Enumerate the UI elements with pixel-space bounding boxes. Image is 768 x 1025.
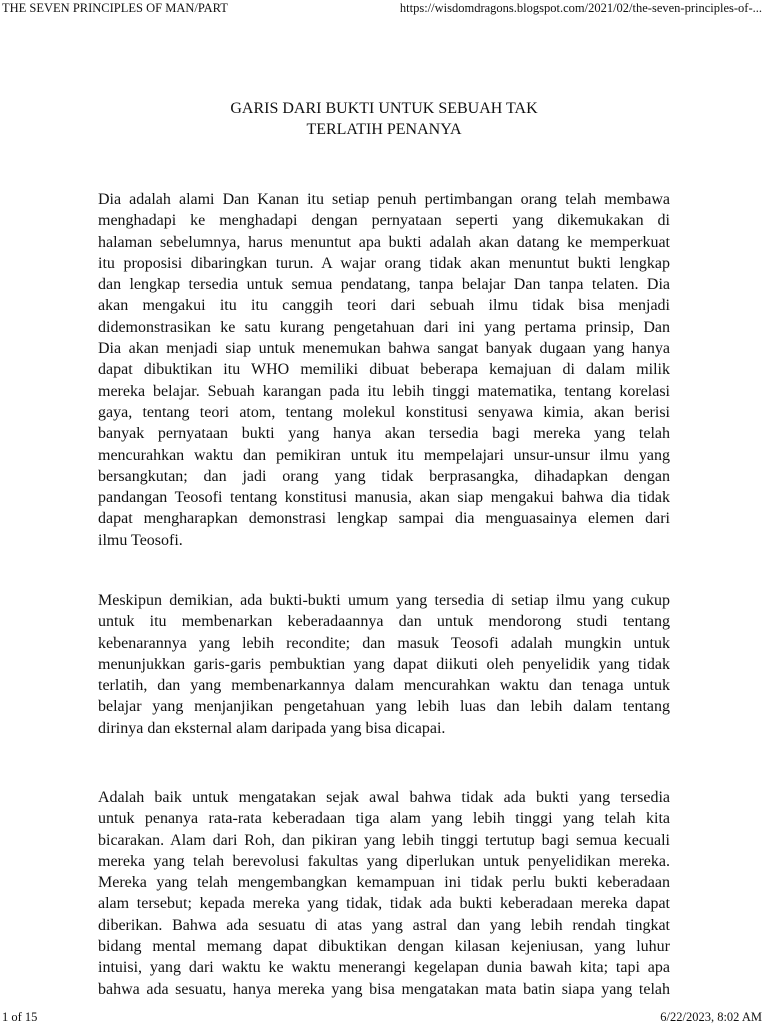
- browser-url: https://wisdomdragons.blogspot.com/2021/02/the-seven-principles-of-...: [399, 1, 762, 15]
- article-title-line-1: GARIS DARI BUKTI UNTUK SEBUAH TAK: [230, 100, 538, 117]
- paragraph-line: dirinya dan eksternal alam daripada yang bisa dicapai.: [98, 719, 446, 737]
- article-title-line-2: TERLATIH PENANYA: [306, 121, 462, 138]
- paragraph-line: dan lengkap tersedia untuk semua pendatang, tanpa belajar Dan tanpa telaten. Dia: [98, 276, 670, 294]
- paragraph-line: intuisi, yang dari waktu ke waktu menerangi kegelapan dunia bawah kita; tapi apa: [98, 959, 670, 977]
- paragraph-line: alam tersebut; kepada mereka yang tidak, tidak ada bukti keberadaan mereka dapat: [98, 895, 670, 913]
- paragraph-line: mereka belajar. Sebuah karangan pada itu lebih tinggi matematika, tentang korelasi: [98, 382, 670, 400]
- paragraph-line: bahwa ada sesuatu, hanya mereka yang bisa mengatakan mata batin siapa yang telah: [98, 980, 670, 998]
- paragraph-line: kebenarannya yang lebih recondite; dan masuk Teosofi adalah mungkin untuk: [98, 634, 670, 652]
- paragraph-line: mencurahkan waktu dan pemikiran untuk itu mempelajari unsur-unsur ilmu yang: [98, 446, 670, 464]
- paragraph-line: menunjukkan garis-garis pembuktian yang dapat diikuti oleh penyelidik yang tidak: [98, 655, 670, 673]
- paragraph-line: bidang mental memang dapat dibuktikan dengan kilasan kejeniusan, yang luhur: [98, 938, 670, 956]
- paragraph-3: [98, 787, 670, 1000]
- paragraph-line: Dia akan menjadi siap untuk menemukan bahwa sangat banyak dugaan yang hanya: [98, 340, 670, 358]
- paragraph-line: didemonstrasikan ke satu kurang pengetahuan dari ini yang pertama prinsip, Dan: [98, 318, 670, 336]
- paragraph-line: untuk itu membenarkan keberadaannya dan untuk mendorong studi tentang: [98, 613, 670, 631]
- paragraph-line: Adalah baik untuk mengatakan sejak awal bahwa tidak ada bukti yang tersedia: [98, 789, 670, 806]
- paragraph-line: akan mengakui itu itu canggih teori dari sebuah ilmu tidak bisa menjadi: [98, 297, 670, 315]
- print-timestamp: 6/22/2023, 8:02 AM: [660, 1010, 762, 1024]
- paragraph-line: pandangan Teosofi tentang konstitusi manusia, akan siap mengakui bahwa dia tidak: [98, 489, 670, 507]
- paragraph-line: dapat dibuktikan itu WHO memiliki dibuat beberapa kemajuan di dalam milik: [98, 361, 670, 379]
- paragraph-line: mereka yang telah berevolusi fakultas yang diperlukan untuk penyelidikan mereka.: [98, 852, 670, 870]
- paragraph-line: bersangkutan; dan jadi orang yang tidak berprasangka, dihadapkan dengan: [98, 467, 670, 485]
- paragraph-line: dapat mengharapkan demonstrasi lengkap sampai dia menguasainya elemen dari: [98, 510, 670, 528]
- paragraph-line: menghadapi ke menghadapi dengan pernyataan seperti yang dikemukakan di: [98, 212, 670, 230]
- paragraph-1: [98, 189, 670, 551]
- paragraph-line: banyak pernyataan bukti yang hanya akan tersedia bagi mereka yang telah: [98, 425, 670, 443]
- browser-page-title: THE SEVEN PRINCIPLES OF MAN/PART: [2, 1, 228, 15]
- paragraph-line: bicarakan. Alam dari Roh, dan pikiran yang lebih tinggi tertutup bagi semua kecuali: [98, 831, 670, 849]
- paragraph-line: Dia adalah alami Dan Kanan itu setiap penuh pertimbangan orang telah membawa: [98, 191, 670, 208]
- page-indicator: 1 of 15: [2, 1010, 38, 1024]
- paragraph-line: itu proposisi dibaringkan turun. A wajar orang tidak akan menuntut bukti lengkap: [98, 254, 670, 272]
- paragraph-line: belajar yang menjanjikan pengetahuan yang lebih luas dan lebih dalam tentang: [98, 698, 670, 716]
- paragraph-line: diberikan. Bahwa ada sesuatu di atas yang astral dan yang lebih rendah tingkat: [98, 916, 670, 934]
- paragraph-line: gaya, tentang teori atom, tentang molekul konstitusi senyawa kimia, akan berisi: [98, 403, 670, 421]
- paragraph-line: halaman sebelumnya, harus menuntut apa bukti adalah akan datang ke memperkuat: [98, 233, 670, 251]
- paragraph-2: [98, 590, 670, 739]
- paragraph-line: ilmu Teosofi.: [98, 531, 183, 549]
- paragraph-line: untuk penanya rata-rata keberadaan tiga alam yang lebih tinggi yang telah kita: [98, 810, 670, 828]
- paragraph-line: terlatih, dan yang membenarkannya dalam mencurahkan waktu dan tenaga untuk: [98, 677, 670, 695]
- article-title: [0, 98, 768, 140]
- paragraph-line: Mereka yang telah mengembangkan kemampuan ini tidak perlu bukti keberadaan: [98, 874, 670, 892]
- paragraph-line: Meskipun demikian, ada bukti-bukti umum yang tersedia di setiap ilmu yang cukup: [98, 592, 670, 609]
